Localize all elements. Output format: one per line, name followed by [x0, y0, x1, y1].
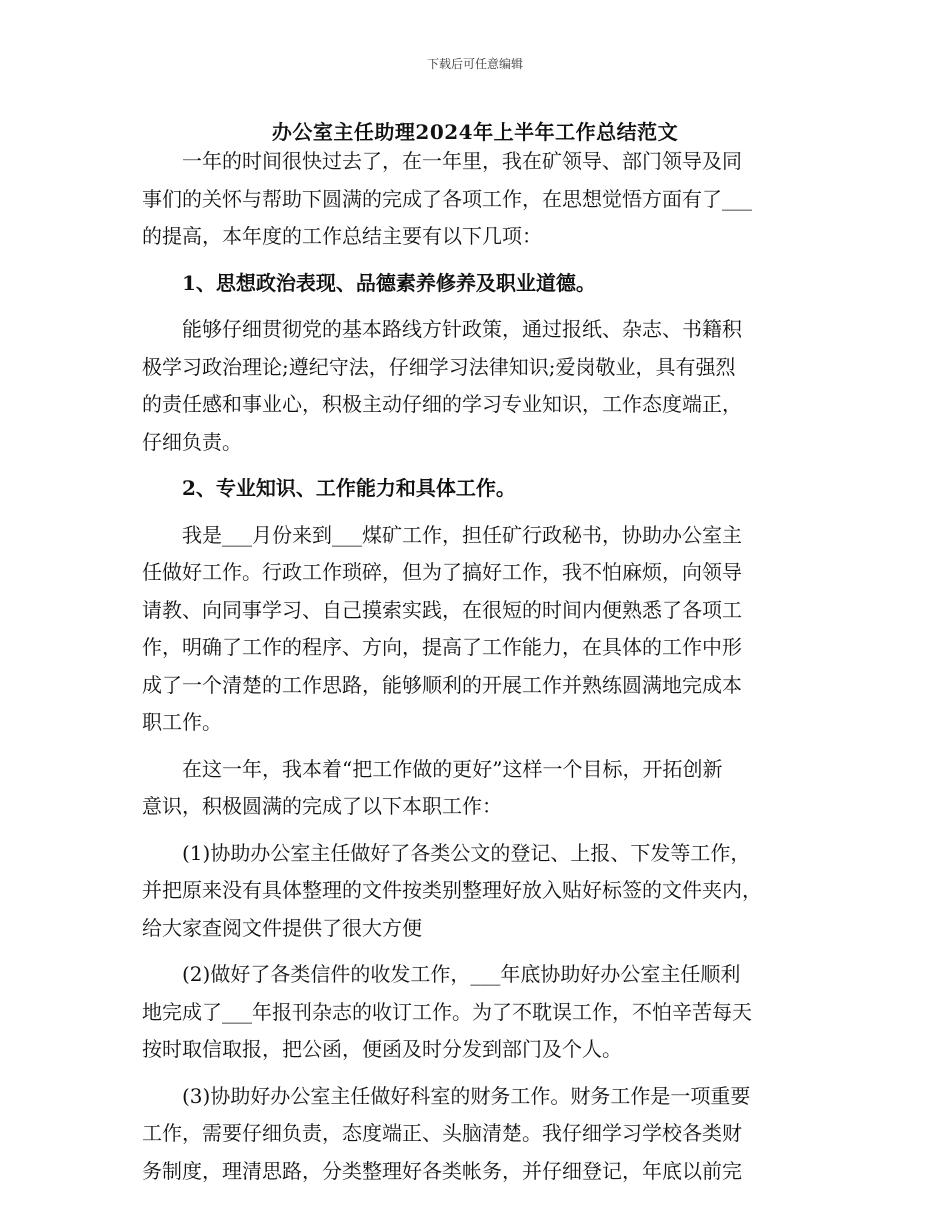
- paragraph-line: (2)做好了各类信件的收发工作，___年底协助好办公室主任顺利: [182, 962, 741, 986]
- paragraph: [142, 1078, 810, 1191]
- paragraph-line: (3)协助好办公室主任做好科室的财务工作。财务工作是一项重要: [182, 1083, 751, 1108]
- paragraph-line: 按时取信取报，把公函，便函及时分发到部门及个人。: [142, 1037, 622, 1061]
- paragraph-line: 职工作。: [142, 710, 222, 734]
- paragraph-line: 并把原来没有具体整理的文件按类别整理好放入贴好标签的文件夹内，: [142, 878, 762, 902]
- document-body: [142, 143, 810, 1190]
- paragraph-line: 成了一个清楚的工作思路，能够顺利的开展工作并熟练圆满地完成本: [142, 672, 742, 697]
- paragraph-line: 在这一年，我本着“把工作做的更好”这样一个目标，开拓创新: [182, 756, 723, 781]
- paragraph: [142, 517, 810, 742]
- paragraph: [142, 143, 810, 256]
- paragraph-line: 务制度，理清思路，分类整理好各类帐务，并仔细登记，年底以前完: [142, 1158, 742, 1183]
- paragraph: [142, 751, 810, 826]
- document-title: 办公室主任助理2024年上半年工作总结范文: [271, 120, 679, 144]
- paragraph-line: 意识，积极圆满的完成了以下本职工作：: [142, 794, 502, 818]
- section-heading: [142, 470, 810, 508]
- paragraph-line: 我是___月份来到___煤矿工作，担任矿行政秘书，协助办公室主: [182, 522, 742, 547]
- section-heading: [142, 265, 810, 303]
- paragraph-line: 作，明确了工作的程序、方向，提高了工作能力，在具体的工作中形: [142, 635, 742, 659]
- section-heading-text: 1、思想政治表现、品德素养修养及职业道德。: [182, 270, 596, 295]
- paragraph-line: 地完成了___年报刊杂志的收订工作。为了不耽误工作，不怕辛苦每天: [142, 999, 752, 1024]
- paragraph-line: 给大家查阅文件提供了很大方便: [142, 915, 422, 940]
- paragraph-line: 仔细负责。: [142, 429, 242, 454]
- paragraph: [142, 311, 810, 461]
- section-heading-text: 2、专业知识、工作能力和具体工作。: [182, 476, 516, 500]
- paragraph-line: 事们的关怀与帮助下圆满的完成了各项工作，在思想觉悟方面有了___: [142, 186, 752, 211]
- paragraph: [142, 835, 810, 948]
- paragraph-line: 请教、向同事学习、自己摸索实践，在很短的时间内便熟悉了各项工: [142, 597, 742, 622]
- paragraph-line: 能够仔细贯彻党的基本路线方针政策，通过报纸、杂志、书籍积: [182, 317, 742, 341]
- paragraph-line: 的责任感和事业心，积极主动仔细的学习专业知识，工作态度端正，: [142, 392, 742, 416]
- paragraph-line: 一年的时间很快过去了，在一年里，我在矿领导、部门领导及同: [182, 149, 742, 173]
- page-header-note: 下载后可任意编辑: [426, 57, 523, 71]
- paragraph-line: (1)协助办公室主任做好了各类公文的登记、上报、下发等工作，: [182, 840, 751, 865]
- paragraph-line: 工作，需要仔细负责，态度端正、头脑清楚。我仔细学习学校各类财: [142, 1121, 742, 1145]
- paragraph: [142, 956, 810, 1069]
- paragraph-line: 任做好工作。行政工作琐碎，但为了搞好工作，我不怕麻烦，向领导: [142, 560, 742, 584]
- paragraph-line: 极学习政治理论;遵纪守法，仔细学习法律知识;爱岗敬业，具有强烈: [142, 354, 736, 379]
- paragraph-line: 的提高，本年度的工作总结主要有以下几项：: [142, 224, 542, 248]
